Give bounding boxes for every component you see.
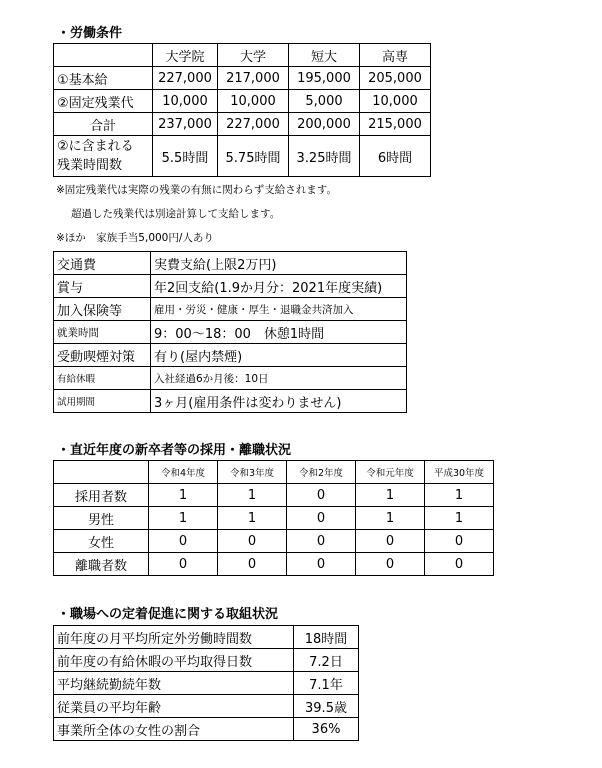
table-row [54, 649, 359, 672]
cell: 5.75時間 [218, 136, 289, 177]
header-reiwa3: 令和3年度 [218, 461, 287, 484]
cell: 205,000 [360, 67, 431, 90]
cell: 227,000 [218, 113, 289, 136]
row-label: 離職者数 [54, 553, 149, 576]
row-label: 試用期間 [54, 390, 151, 413]
cell: 0 [287, 507, 356, 530]
retention-table [53, 625, 359, 741]
row-label: 合計 [54, 113, 153, 136]
table-row [54, 507, 494, 530]
cell: 217,000 [218, 67, 289, 90]
cell: 227,000 [153, 67, 218, 90]
conditions-table [53, 251, 407, 413]
row-label: 受動喫煙対策 [54, 344, 151, 367]
cell: 10,000 [153, 90, 218, 113]
cell: 6時間 [360, 136, 431, 177]
header-reiwa2: 令和2年度 [287, 461, 356, 484]
table-row [54, 672, 359, 695]
cell: 1 [218, 507, 287, 530]
salary-table [53, 43, 431, 177]
header-blank [54, 461, 149, 484]
row-label: 就業時間 [54, 321, 151, 344]
row-label: 女性 [54, 530, 149, 553]
table-row [54, 275, 407, 298]
section-title-hiring-status: ・直近年度の新卒者等の採用・離職状況 [57, 443, 292, 458]
table-row [54, 67, 431, 90]
note-fixed-overtime: ※固定残業代は実際の残業の有無に関わらず支給されます。 [56, 184, 337, 196]
table-row [54, 484, 494, 507]
table-row [54, 136, 431, 177]
cell: 39.5歳 [294, 695, 359, 718]
table-row [54, 344, 407, 367]
section-title-working-conditions: ・労働条件 [57, 26, 123, 41]
cell: 有り(屋内禁煙) [151, 344, 407, 367]
row-label: 有給休暇 [54, 367, 151, 390]
row-label: ②固定残業代 [54, 90, 153, 113]
cell: 1 [149, 507, 218, 530]
cell: 雇用・労災・健康・厚生・退職金共済加入 [151, 298, 407, 321]
cell: 入社経過6か月後：10日 [151, 367, 407, 390]
row-label: 事業所全体の女性の割合 [54, 718, 294, 741]
row-label [54, 136, 153, 177]
row-label: 平均継続勤続年数 [54, 672, 294, 695]
table-row [54, 113, 431, 136]
cell: 9：00～18：00 休憩1時間 [151, 321, 407, 344]
cell: 10,000 [360, 90, 431, 113]
row-label-line2: 残業時間数 [57, 158, 123, 173]
row-label: ①基本給 [54, 67, 153, 90]
row-label: 前年度の月平均所定外労働時間数 [54, 626, 294, 649]
cell: 0 [218, 530, 287, 553]
cell: 1 [425, 507, 494, 530]
cell: 5,000 [289, 90, 360, 113]
table-row [54, 390, 407, 413]
cell: 195,000 [289, 67, 360, 90]
cell: 年2回支給(1.9か月分：2021年度実績) [151, 275, 407, 298]
cell: 0 [149, 553, 218, 576]
table-header-row [54, 461, 494, 484]
cell: 1 [356, 484, 425, 507]
cell: 5.5時間 [153, 136, 218, 177]
cell: 10,000 [218, 90, 289, 113]
cell: 0 [149, 530, 218, 553]
cell: 実費支給(上限2万円) [151, 252, 407, 275]
row-label: 賞与 [54, 275, 151, 298]
section-title-retention: ・職場への定着促進に関する取組状況 [57, 607, 279, 622]
header-university: 大学 [218, 44, 289, 67]
note-family-allowance: ※ほか 家族手当5,000円/人あり [56, 232, 214, 244]
hiring-table [53, 460, 494, 576]
row-label: 男性 [54, 507, 149, 530]
cell: 1 [218, 484, 287, 507]
table-row [54, 298, 407, 321]
header-heisei30: 平成30年度 [425, 461, 494, 484]
cell: 1 [425, 484, 494, 507]
cell: 18時間 [294, 626, 359, 649]
cell: 0 [425, 530, 494, 553]
table-row [54, 252, 407, 275]
cell: 0 [287, 530, 356, 553]
cell: 215,000 [360, 113, 431, 136]
cell: 200,000 [289, 113, 360, 136]
cell: 3.25時間 [289, 136, 360, 177]
cell: 0 [356, 530, 425, 553]
header-reiwa1: 令和元年度 [356, 461, 425, 484]
table-row [54, 553, 494, 576]
cell: 237,000 [153, 113, 218, 136]
table-row [54, 695, 359, 718]
row-label: 従業員の平均年齢 [54, 695, 294, 718]
table-row [54, 321, 407, 344]
row-label: 交通費 [54, 252, 151, 275]
header-technical-college: 高専 [360, 44, 431, 67]
row-label-line1: ②に含まれる [57, 139, 134, 154]
cell: 1 [149, 484, 218, 507]
row-label: 加入保険等 [54, 298, 151, 321]
table-row [54, 90, 431, 113]
row-label: 前年度の有給休暇の平均取得日数 [54, 649, 294, 672]
table-row [54, 718, 359, 741]
cell: 0 [287, 484, 356, 507]
cell: 0 [218, 553, 287, 576]
table-row [54, 626, 359, 649]
cell: 7.1年 [294, 672, 359, 695]
cell: 1 [356, 507, 425, 530]
table-row [54, 367, 407, 390]
cell: 0 [425, 553, 494, 576]
header-junior-college: 短大 [289, 44, 360, 67]
cell: 0 [287, 553, 356, 576]
cell: 0 [356, 553, 425, 576]
cell: 36% [294, 718, 359, 741]
header-reiwa4: 令和4年度 [149, 461, 218, 484]
header-blank [54, 44, 153, 67]
row-label: 採用者数 [54, 484, 149, 507]
table-header-row [54, 44, 431, 67]
header-graduate-school: 大学院 [153, 44, 218, 67]
note-excess-overtime: 超過した残業代は別途計算して支給します。 [71, 208, 281, 220]
cell: 7.2日 [294, 649, 359, 672]
table-row [54, 530, 494, 553]
cell: 3ヶ月(雇用条件は変わりません) [151, 390, 407, 413]
